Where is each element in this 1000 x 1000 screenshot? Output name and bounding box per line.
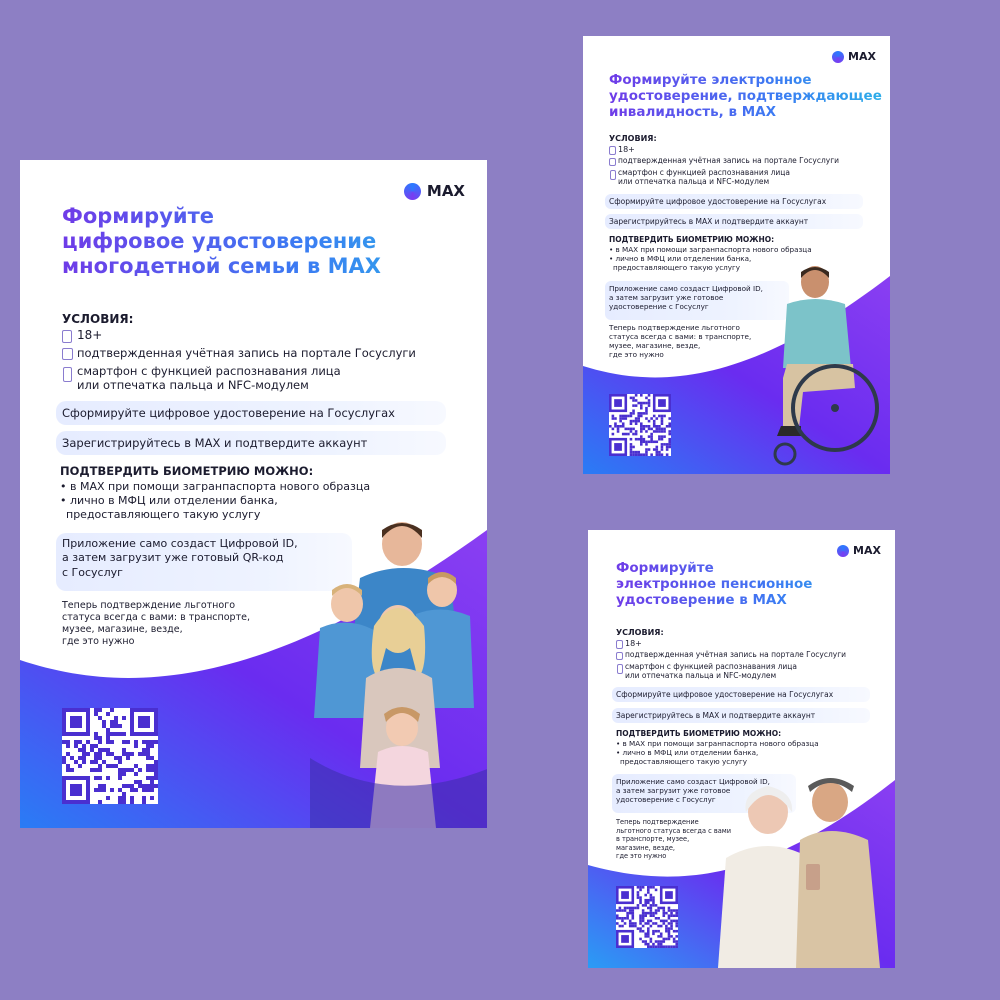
smartphone-icon (617, 664, 623, 674)
title-line: цифровое удостоверение (62, 229, 377, 254)
biometry-list: • в MAX при помощи загранпаспорта нового образца • лично в МФЦ или отделении банка, предоставляющего такую услугу (616, 739, 819, 766)
logo-text: MAX (853, 544, 881, 557)
conditions-label: УСЛОВИЯ: (62, 312, 134, 326)
smartphone-icon (63, 367, 72, 382)
elderly-couple-photo (718, 768, 888, 968)
step-pill: Сформируйте цифровое удостоверение на Госуслугах (612, 687, 870, 702)
footer-text: Теперь подтверждение льготного статуса всегда с вами: в транспорте, музее, магазине, везде, где это нужно (62, 600, 250, 647)
biometry-label: ПОДТВЕРДИТЬ БИОМЕТРИЮ МОЖНО: (616, 729, 782, 738)
person-icon (609, 146, 616, 155)
poster-pension (588, 530, 895, 968)
condition-account: подтвержденная учётная запись на портале Госуслуги (77, 346, 416, 360)
person-icon (616, 640, 623, 649)
app-note: Приложение само создаст Цифровой ID, а затем загрузит уже готовое удостоверение с Госуслуг (605, 281, 789, 320)
poster-title: Формируйте электронное удостоверение, подтверждающее инвалидность, в MAX (609, 72, 889, 121)
biometry-list: • в MAX при помощи загранпаспорта нового образца • лично в МФЦ или отделении банка, предоставляющего такую услугу (609, 245, 812, 272)
poster-title: Формируйте электронное пенсионное удостоверение в MAX (616, 560, 886, 609)
step-pill: Сформируйте цифровое удостоверение на Госуслугах (605, 194, 863, 209)
biometry-label: ПОДТВЕРДИТЬ БИОМЕТРИЮ МОЖНО: (60, 464, 314, 478)
qr-code[interactable] (62, 708, 158, 804)
max-logo (837, 544, 881, 557)
poster-title (62, 204, 462, 280)
step-pill: Зарегистрируйтесь в MAX и подтвердите аккаунт (605, 214, 863, 229)
smartphone-icon (610, 170, 616, 180)
gosuslugi-icon (609, 158, 616, 166)
step-pill: Сформируйте цифровое удостоверение на Госуслугах (56, 401, 446, 425)
person-icon (62, 330, 72, 343)
max-logo-icon (404, 183, 421, 200)
condition-account: подтвержденная учётная запись на портале Госуслуги (618, 156, 840, 165)
logo-text: MAX (848, 50, 876, 63)
max-logo-icon (837, 545, 849, 557)
footer-text: Теперь подтверждение льготного статуса всегда с вами в транспорте, музее, магазине, везде, где это нужно (616, 818, 732, 861)
max-logo-icon (832, 51, 844, 63)
family-photo (290, 508, 487, 828)
poster-disability (583, 36, 890, 474)
biometry-label: ПОДТВЕРДИТЬ БИОМЕТРИЮ МОЖНО: (609, 235, 775, 244)
logo-text: MAX (426, 182, 465, 200)
condition-phone: смартфон с функцией распознавания лица или отпечатка пальца и NFC-модулем (618, 168, 790, 187)
max-logo (832, 50, 876, 63)
title-line: Формируйте (62, 204, 215, 228)
app-note: Приложение само создаст Цифровой ID, а затем загрузит уже готовое удостоверение с Госуслуг (612, 774, 796, 813)
step-pill: Зарегистрируйтесь в MAX и подтвердите аккаунт (56, 431, 446, 455)
step-pill: Зарегистрируйтесь в MAX и подтвердите аккаунт (612, 708, 870, 723)
gosuslugi-icon (616, 652, 623, 660)
condition-age: 18+ (618, 145, 635, 154)
app-note: Приложение само создаст Цифровой ID, а затем загрузит уже готовый QR-код с Госуслуг (56, 533, 352, 591)
condition-age: 18+ (625, 639, 642, 648)
condition-age: 18+ (77, 328, 103, 342)
max-logo (404, 182, 465, 200)
conditions-label: УСЛОВИЯ: (616, 628, 664, 637)
poster-family (20, 160, 487, 828)
condition-phone: смартфон с функцией распознавания лица или отпечатка пальца и NFC-модулем (77, 364, 341, 393)
biometry-list: • в MAX при помощи загранпаспорта нового образца • лично в МФЦ или отделении банка, предоставляющего такую услугу (60, 480, 371, 521)
condition-phone: смартфон с функцией распознавания лица или отпечатка пальца и NFC-модулем (625, 662, 797, 681)
wheelchair-man-photo (743, 258, 883, 474)
conditions-label: УСЛОВИЯ: (609, 134, 657, 143)
condition-account: подтвержденная учётная запись на портале Госуслуги (625, 650, 847, 659)
qr-code[interactable] (609, 394, 671, 456)
footer-text: Теперь подтверждение льготного статуса всегда с вами: в транспорте, музее, магазине, везде, где это нужно (609, 323, 752, 359)
qr-code[interactable] (616, 886, 678, 948)
gosuslugi-icon (62, 348, 73, 360)
title-line: многодетной семьи в MAX (62, 254, 381, 279)
